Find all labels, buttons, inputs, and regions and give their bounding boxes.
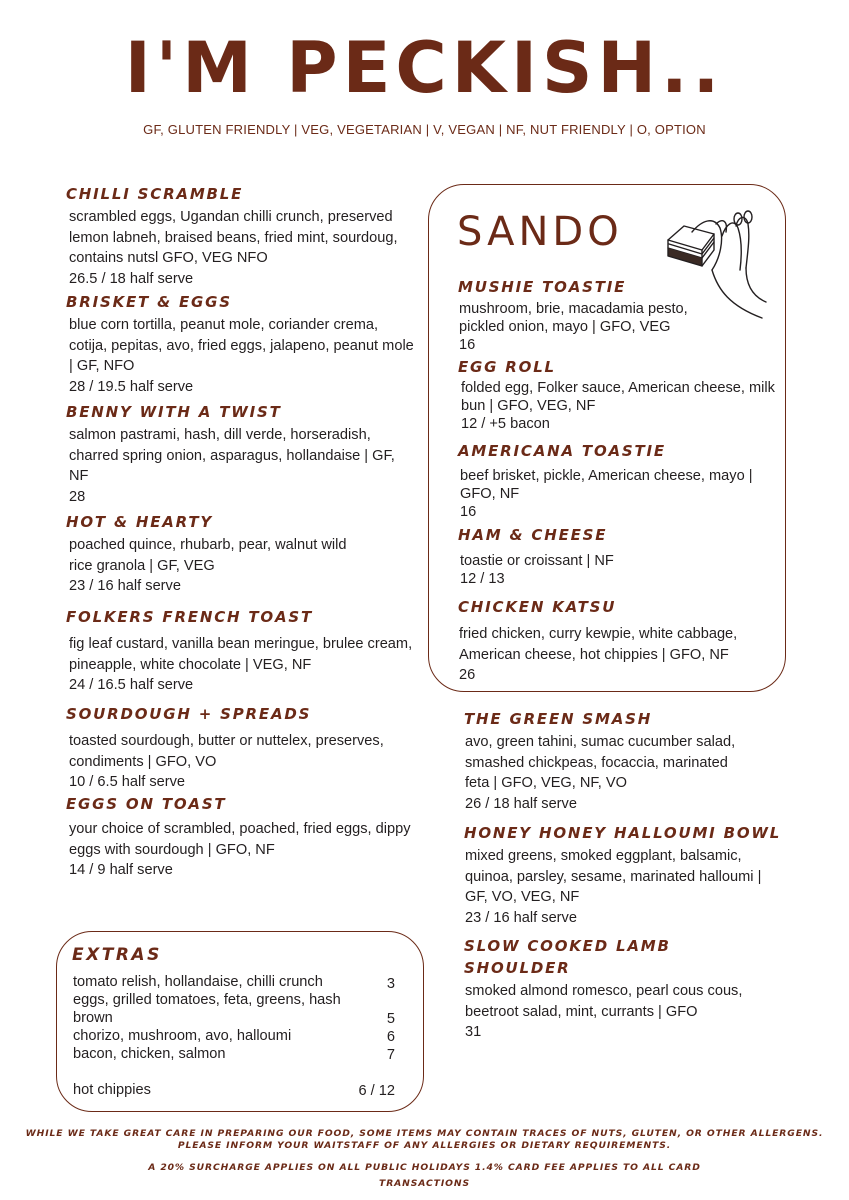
sando-title: SANDO [457,209,623,255]
item-price: 23 / 16 half serve [465,909,577,926]
item-description: smoked almond romesco, pearl cous cous, beetroot salad, mint, currants | GFO [465,983,743,1020]
menu-title: I'M PECKISH.. [124,27,725,109]
menu-item [66,401,416,507]
item-price: 12 / +5 bacon [461,416,550,432]
item-name: CHICKEN KATSU [458,598,617,616]
item-price: 26.5 / 18 half serve [69,270,194,287]
item-price: 14 / 9 half serve [69,862,173,878]
extra-item-label: eggs, grilled tomatoes, feta, greens, hash brown [73,992,341,1026]
item-description: folded egg, Folker sauce, American cheese, milk bun | GFO, VEG, NF [461,380,775,414]
sando-item [458,276,778,355]
item-name: HONEY HONEY HALLOUMI BOWL [464,824,782,842]
menu-item [464,708,784,814]
menu-item [66,793,416,881]
menu-item [66,183,416,289]
item-name: THE GREEN SMASH [464,710,653,728]
sando-item [458,440,778,521]
item-description: blue corn tortilla, peanut mole, coriander crema, cotija, pepitas, avo, fried eggs, jalapeno, peanut mole | GF, NFO [69,317,414,374]
item-price: 10 / 6.5 half serve [69,774,186,790]
menu-item [464,822,784,928]
item-name: HOT & HEARTY [66,513,214,531]
dietary-legend: GF, GLUTEN FRIENDLY | VEG, VEGETARIAN | V, VEGAN | NF, NUT FRIENDLY | O, OPTION [143,122,706,137]
item-name: EGG ROLL [458,358,556,376]
item-price: 12 / 13 [460,571,505,587]
menu-item [66,606,416,696]
item-description: mushroom, brie, macadamia pesto, pickled onion, mayo | GFO, VEG [459,301,688,335]
item-price: 28 [69,488,86,505]
item-name: MUSHIE TOASTIE [458,278,627,296]
item-description: mixed greens, smoked eggplant, balsamic, quinoa, parsley, sesame, marinated halloumi | GF, VO, VEG, NF [465,848,762,905]
item-description: beef brisket, pickle, American cheese, mayo | GFO, NF [460,468,753,502]
surcharge-notice: A 20% SURCHARGE APPLIES ON ALL PUBLIC HOLIDAYS 1.4% CARD FEE APPLIES TO ALL CARD [148,1162,701,1173]
menu-item [66,511,416,597]
item-name: FOLKERS FRENCH TOAST [66,608,314,626]
extra-item-price: 3 [386,976,395,992]
item-price: 28 / 19.5 half serve [69,378,194,395]
item-description: toastie or croissant | NF [460,553,614,569]
item-name: SOURDOUGH + SPREADS [66,705,312,723]
menu-item [66,291,416,397]
menu-item [66,703,416,793]
item-description: your choice of scrambled, poached, fried eggs, dippy eggs with sourdough | GFO, NF [69,821,411,858]
item-price: 26 [459,667,476,683]
item-name: EGGS ON TOAST [66,795,227,813]
item-name: AMERICANA TOASTIE [458,442,666,460]
extra-item-label: tomato relish, hollandaise, chilli crunch [73,974,323,990]
extras-title: EXTRAS [72,945,162,965]
item-price: 26 / 18 half serve [465,795,577,812]
item-name: HAM & CHEESE [458,526,608,544]
item-description: poached quince, rhubarb, pear, walnut wild rice granola | GF, VEG [69,537,347,574]
extra-item-label: bacon, chicken, salmon [73,1046,226,1062]
extra-item-price: 6 [386,1029,395,1045]
item-price: 31 [465,1024,482,1040]
extra-item-label: chorizo, mushroom, avo, halloumi [73,1028,292,1044]
item-price: 16 [459,337,476,353]
item-description: toasted sourdough, butter or nuttelex, preserves, condiments | GFO, VO [69,733,384,770]
item-description: fried chicken, curry kewpie, white cabbage, American cheese, hot chippies | GFO, NF [459,626,738,663]
allergen-notice: WHILE WE TAKE GREAT CARE IN PREPARING OUR FOOD, SOME ITEMS MAY CONTAIN TRACES OF NUTS, GLUTEN, OR OTHER ALLERGENS. [25,1128,824,1139]
sando-item [458,356,778,434]
item-description: scrambled eggs, Ugandan chilli crunch, preserved lemon labneh, braised beans, fried mint, sourdoug, contains nutsl GFO, VEG NFO [69,209,398,266]
extra-item-price: 5 [386,1011,395,1027]
item-description: avo, green tahini, sumac cucumber salad, smashed chickpeas, focaccia, marinated feta | GFO, VEG, NF, VO [465,734,736,791]
extra-item-label: hot chippies [73,1082,151,1098]
item-name: BRISKET & EGGS [66,293,232,311]
sando-item [458,524,778,589]
item-price: 23 / 16 half serve [69,578,181,594]
surcharge-notice-line2: TRANSACTIONS [379,1178,470,1189]
item-description: salmon pastrami, hash, dill verde, horseradish, charred spring onion, asparagus, hollandaise | GF, NF [69,427,395,484]
item-name: CHILLI SCRAMBLE [66,185,244,203]
menu-item [464,935,784,1043]
sando-item [458,596,778,686]
item-description: fig leaf custard, vanilla bean meringue, brulee cream, pineapple, white chocolate | VEG, NF [69,636,413,673]
item-price: 16 [460,504,477,520]
allergen-notice-line2: PLEASE INFORM YOUR WAITSTAFF OF ANY ALLERGIES OR DIETARY REQUIREMENTS. [177,1140,672,1151]
item-price: 24 / 16.5 half serve [69,677,194,693]
item-name: SLOW COOKED LAMB SHOULDER [464,937,671,977]
extra-item-price: 7 [386,1047,395,1063]
extra-item-price: 6 / 12 [358,1083,395,1099]
item-name: BENNY WITH A TWIST [66,403,282,421]
